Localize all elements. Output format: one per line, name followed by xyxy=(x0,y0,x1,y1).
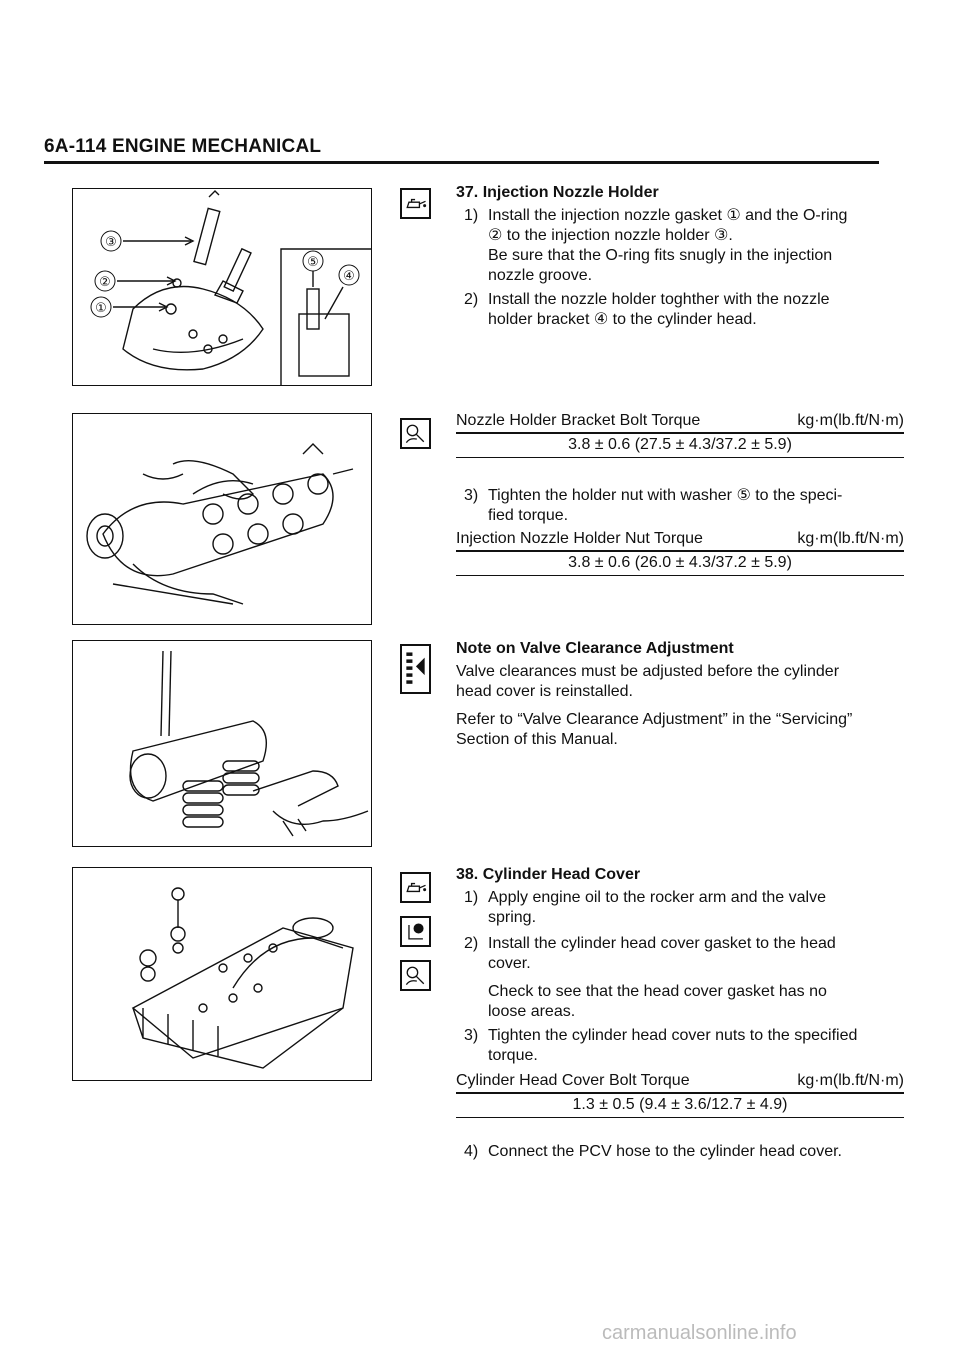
section-38-step-3 xyxy=(464,1026,904,1066)
figure-nozzle-install xyxy=(72,413,372,625)
text-line: holder bracket ④ to the cylinder head. xyxy=(488,311,757,328)
callout-5: ⑤ xyxy=(307,255,319,270)
section-38-title: 38. Cylinder Head Cover xyxy=(456,866,641,883)
table-rule xyxy=(456,432,904,434)
torque-label: Cylinder Head Cover Bolt Torque xyxy=(456,1072,690,1089)
figure-valve-clearance xyxy=(72,640,372,847)
text-line: Tighten the holder nut with washer ⑤ to the speci- xyxy=(488,487,843,504)
text-line: Install the nozzle holder toghther with the nozzle xyxy=(488,291,830,308)
oil-can-icon xyxy=(400,188,431,219)
step-number: 3) xyxy=(464,1027,479,1044)
torque-label: Injection Nozzle Holder Nut Torque xyxy=(456,530,703,547)
figure-cylinder-head-cover xyxy=(72,867,372,1081)
callout-2: ② xyxy=(99,275,111,290)
header-rule xyxy=(44,161,879,164)
section-37-step-1 xyxy=(464,206,904,286)
watermark: carmanualsonline.info xyxy=(602,1322,797,1344)
text-line: Valve clearances must be adjusted before the cylinder xyxy=(456,663,840,680)
text-line: nozzle groove. xyxy=(488,267,593,284)
table-rule xyxy=(456,1092,904,1094)
note-title: Note on Valve Clearance Adjustment xyxy=(456,640,734,657)
note-icon xyxy=(400,644,431,694)
table-rule xyxy=(456,1117,904,1119)
torque-wrench-icon xyxy=(400,960,431,991)
step-number: 1) xyxy=(464,207,479,224)
text-line: Apply engine oil to the rocker arm and the valve xyxy=(488,889,826,906)
text-line: spring. xyxy=(488,909,537,926)
torque-value: 1.3 ± 0.5 (9.4 ± 3.6/12.7 ± 4.9) xyxy=(572,1095,788,1113)
torque-spec-bracket-bolt xyxy=(456,412,904,458)
table-rule xyxy=(456,457,904,459)
sealant-icon xyxy=(400,916,431,947)
text-line: Check to see that the head cover gasket has no xyxy=(488,983,827,1000)
callout-4: ④ xyxy=(343,269,355,284)
page-header: 6A-114 ENGINE MECHANICAL xyxy=(44,136,322,157)
text-line: fied torque. xyxy=(488,507,569,524)
torque-spec-head-cover-bolt xyxy=(456,1072,904,1118)
step-number: 1) xyxy=(464,889,479,906)
text-line: Connect the PCV hose to the cylinder head cover. xyxy=(488,1143,842,1160)
text-line: Tighten the cylinder head cover nuts to the specified xyxy=(488,1027,858,1044)
text-line: ② to the injection nozzle holder ③. xyxy=(488,227,733,244)
section-37-title: 37. Injection Nozzle Holder xyxy=(456,184,659,201)
torque-wrench-icon xyxy=(400,418,431,449)
figure-nozzle-holder xyxy=(72,188,372,386)
step-number: 2) xyxy=(464,935,479,952)
text-line: Install the injection nozzle gasket ① and the O-ring xyxy=(488,207,848,224)
torque-unit: kg·m(lb.ft/N·m) xyxy=(797,412,904,429)
torque-value: 3.8 ± 0.6 (26.0 ± 4.3/37.2 ± 5.9) xyxy=(568,553,792,571)
section-38-step-1 xyxy=(464,888,904,928)
note-paragraph-1 xyxy=(456,662,906,702)
callout-3: ③ xyxy=(105,235,117,250)
text-line: cover. xyxy=(488,955,531,972)
callout-1: ① xyxy=(95,301,107,316)
table-rule xyxy=(456,575,904,577)
oil-can-icon xyxy=(400,872,431,903)
step-number: 4) xyxy=(464,1143,479,1160)
step-number: 3) xyxy=(464,487,479,504)
torque-unit: kg·m(lb.ft/N·m) xyxy=(797,1072,904,1089)
text-line: torque. xyxy=(488,1047,538,1064)
text-line: Refer to “Valve Clearance Adjustment” in the “Servicing” xyxy=(456,711,853,728)
text-line: head cover is reinstalled. xyxy=(456,683,633,700)
torque-label: Nozzle Holder Bracket Bolt Torque xyxy=(456,412,701,429)
section-38-step-4 xyxy=(464,1142,904,1162)
section-38-step-2-note xyxy=(488,982,908,1022)
text-line: Install the cylinder head cover gasket to the head xyxy=(488,935,836,952)
torque-unit: kg·m(lb.ft/N·m) xyxy=(797,530,904,547)
note-paragraph-2 xyxy=(456,710,906,750)
torque-value: 3.8 ± 0.6 (27.5 ± 4.3/37.2 ± 5.9) xyxy=(568,435,792,453)
section-37-step-2 xyxy=(464,290,904,330)
text-line: loose areas. xyxy=(488,1003,576,1020)
section-38-step-2 xyxy=(464,934,904,974)
text-line: Be sure that the O-ring fits snugly in the injection xyxy=(488,247,833,264)
section-37-step-3 xyxy=(464,486,904,526)
table-rule xyxy=(456,550,904,552)
text-line: Section of this Manual. xyxy=(456,731,618,748)
torque-spec-nozzle-holder-nut xyxy=(456,530,904,576)
step-number: 2) xyxy=(464,291,479,308)
